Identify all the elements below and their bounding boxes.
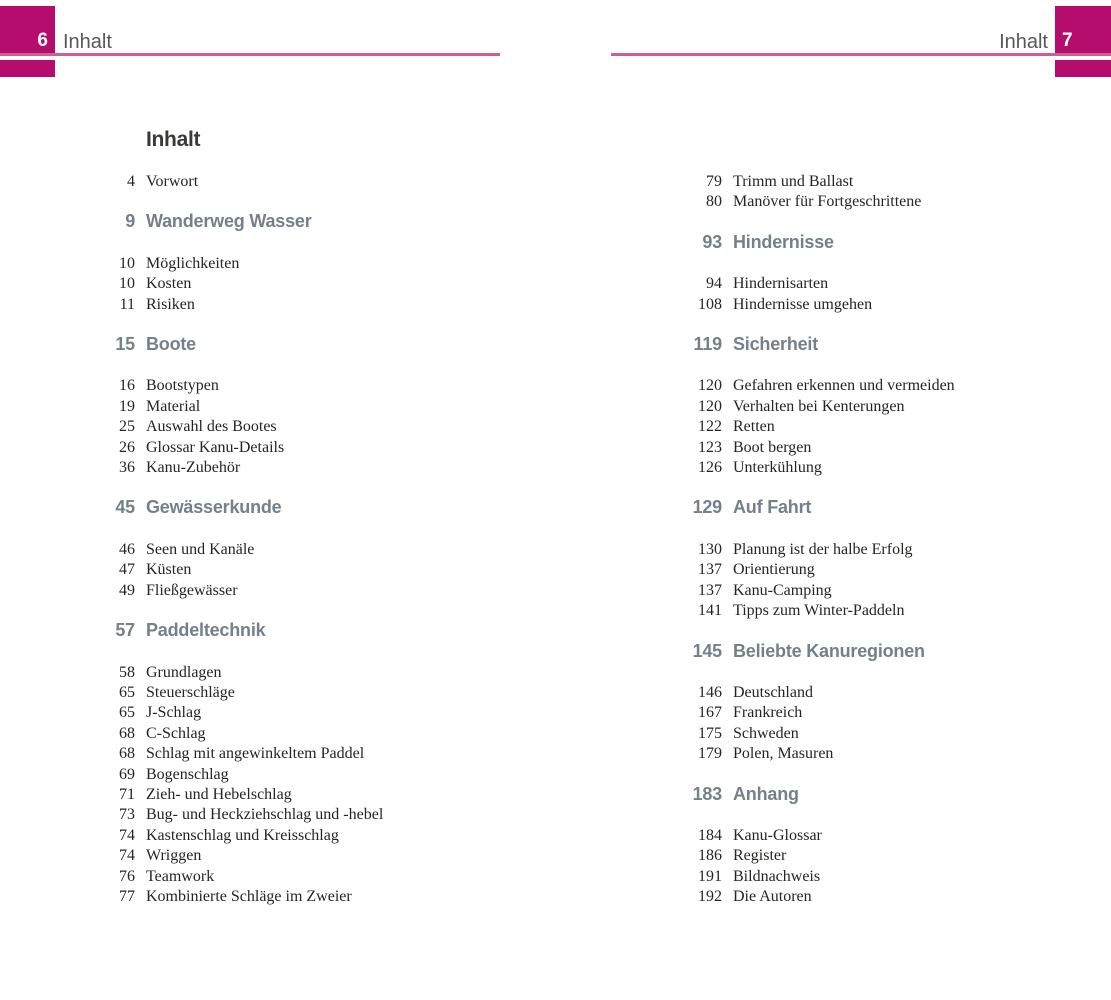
toc-entry-page-number: 68 bbox=[119, 724, 135, 742]
toc-entry-page-number: 123 bbox=[698, 438, 722, 456]
toc-entry bbox=[667, 581, 1097, 601]
toc-entry bbox=[90, 397, 520, 417]
toc-entry-label: Schweden bbox=[733, 724, 799, 742]
toc-entry-page-number: 65 bbox=[119, 704, 135, 722]
toc-entry bbox=[90, 683, 520, 703]
toc-section-heading bbox=[90, 211, 520, 231]
toc-entry-label: Kosten bbox=[146, 275, 192, 293]
toc-entry-page-number: 69 bbox=[119, 765, 135, 783]
toc-entry-label: Gefahren erkennen und vermeiden bbox=[733, 377, 955, 395]
toc-entry bbox=[90, 172, 520, 192]
toc-entry bbox=[667, 703, 1097, 723]
toc-entry bbox=[90, 376, 520, 396]
toc-entry bbox=[667, 397, 1097, 417]
toc-entry bbox=[667, 826, 1097, 846]
toc-entry-page-number: 184 bbox=[698, 826, 722, 844]
toc-entry bbox=[667, 438, 1097, 458]
toc-entry-label: Frankreich bbox=[733, 704, 803, 722]
toc-entry-page-number: 19 bbox=[119, 397, 135, 415]
toc-entry-page-number: 186 bbox=[698, 847, 722, 865]
toc-entry-label: Paddeltechnik bbox=[146, 620, 266, 641]
toc-entry bbox=[667, 376, 1097, 396]
toc-entry-page-number: 183 bbox=[692, 783, 722, 804]
toc-entry-page-number: 26 bbox=[119, 438, 135, 456]
toc-entry-page-number: 94 bbox=[706, 275, 722, 293]
toc-left-column bbox=[90, 172, 520, 907]
left-page-number bbox=[0, 6, 55, 53]
toc-entry-page-number: 45 bbox=[115, 497, 135, 518]
toc-entry-page-number: 49 bbox=[119, 581, 135, 599]
toc-entry bbox=[667, 172, 1097, 192]
toc-entry bbox=[667, 887, 1097, 907]
toc-entry bbox=[90, 703, 520, 723]
toc-entry bbox=[90, 724, 520, 744]
toc-entry-label: Gewässerkunde bbox=[146, 497, 282, 518]
toc-entry-label: Register bbox=[733, 847, 787, 865]
right-header-rule bbox=[611, 53, 1111, 56]
toc-entry-label: Polen, Masuren bbox=[733, 745, 834, 763]
toc-entry bbox=[667, 274, 1097, 294]
toc-entry-page-number: 126 bbox=[698, 459, 722, 477]
toc-entry-page-number: 129 bbox=[692, 497, 722, 518]
toc-entry-page-number: 179 bbox=[698, 745, 722, 763]
toc-entry-page-number: 191 bbox=[698, 867, 722, 885]
toc-section-heading bbox=[667, 334, 1097, 354]
right-page-number-text: 7 bbox=[1062, 30, 1073, 51]
toc-entry bbox=[667, 458, 1097, 478]
left-page-number-text: 6 bbox=[37, 30, 48, 51]
right-running-head: Inhalt bbox=[999, 31, 1048, 53]
toc-entry-label: Boot bergen bbox=[733, 438, 812, 456]
toc-entry-label: Vorwort bbox=[146, 173, 199, 190]
toc-section-heading bbox=[667, 232, 1097, 252]
toc-entry-label: Schlag mit angewinkeltem Paddel bbox=[146, 745, 365, 763]
toc-entry bbox=[90, 663, 520, 683]
toc-entry bbox=[90, 765, 520, 785]
toc-entry-label: Auswahl des Bootes bbox=[146, 418, 277, 436]
toc-entry-page-number: 68 bbox=[119, 745, 135, 763]
toc-entry bbox=[90, 785, 520, 805]
toc-entry-label: Sicherheit bbox=[733, 334, 819, 355]
toc-right-column bbox=[667, 172, 1097, 908]
toc-entry-label: Kombinierte Schläge im Zweier bbox=[146, 887, 352, 905]
toc-entry-page-number: 76 bbox=[119, 867, 135, 885]
toc-entry-label: Teamwork bbox=[146, 867, 215, 885]
right-page-corner-box-bottom bbox=[1055, 60, 1111, 77]
toc-entry-label: Anhang bbox=[733, 783, 799, 804]
toc-entry-label: J-Schlag bbox=[146, 704, 202, 722]
toc-entry-label: Bogenschlag bbox=[146, 765, 229, 783]
toc-entry-page-number: 79 bbox=[706, 173, 722, 190]
toc-entry bbox=[667, 846, 1097, 866]
toc-entry bbox=[667, 295, 1097, 315]
toc-entry bbox=[667, 724, 1097, 744]
left-page-corner-box-bottom bbox=[0, 60, 55, 77]
toc-entry-label: Orientierung bbox=[733, 561, 815, 579]
toc-entry bbox=[90, 254, 520, 274]
toc-entry-page-number: 146 bbox=[698, 683, 722, 701]
toc-entry-page-number: 137 bbox=[698, 561, 722, 579]
toc-entry-page-number: 175 bbox=[698, 724, 722, 742]
toc-section-heading bbox=[90, 334, 520, 354]
toc-entry-label: Deutschland bbox=[733, 683, 813, 701]
toc-entry-label: Bildnachweis bbox=[733, 867, 821, 885]
toc-entry-label: Risiken bbox=[146, 295, 195, 313]
toc-entry-label: Material bbox=[146, 397, 201, 415]
toc-entry bbox=[90, 438, 520, 458]
toc-entry-page-number: 74 bbox=[119, 847, 135, 865]
toc-entry-label: Trimm und Ballast bbox=[733, 173, 854, 190]
toc-section-heading bbox=[667, 497, 1097, 517]
toc-entry-label: Kastenschlag und Kreisschlag bbox=[146, 826, 339, 844]
toc-entry bbox=[90, 805, 520, 825]
toc-entry-page-number: 65 bbox=[119, 683, 135, 701]
toc-entry-page-number: 73 bbox=[119, 806, 135, 824]
toc-entry-label: Beliebte Kanuregionen bbox=[733, 640, 925, 661]
toc-entry-label: Zieh- und Hebelschlag bbox=[146, 785, 292, 803]
toc-entry-page-number: 10 bbox=[119, 275, 135, 293]
toc-entry-page-number: 57 bbox=[115, 620, 135, 641]
toc-entry-page-number: 108 bbox=[698, 295, 722, 313]
toc-entry bbox=[667, 540, 1097, 560]
toc-entry-page-number: 25 bbox=[119, 418, 135, 436]
toc-entry bbox=[90, 295, 520, 315]
toc-entry-page-number: 10 bbox=[119, 254, 135, 272]
toc-entry bbox=[667, 744, 1097, 764]
toc-entry-page-number: 145 bbox=[692, 640, 722, 661]
toc-entry-page-number: 58 bbox=[119, 663, 135, 681]
toc-entry bbox=[90, 887, 520, 907]
toc-entry-page-number: 9 bbox=[125, 211, 135, 232]
toc-section-heading bbox=[667, 641, 1097, 661]
toc-entry-label: Kanu-Zubehör bbox=[146, 459, 241, 477]
toc-entry-label: C-Schlag bbox=[146, 724, 206, 742]
toc-entry bbox=[90, 458, 520, 478]
toc-entry-label: Boote bbox=[146, 334, 196, 355]
toc-entry-label: Steuerschläge bbox=[146, 683, 235, 701]
toc-section-heading bbox=[90, 497, 520, 517]
toc-entry-label: Kanu-Camping bbox=[733, 581, 832, 599]
toc-entry bbox=[667, 867, 1097, 887]
toc-entry-page-number: 120 bbox=[698, 377, 722, 395]
toc-entry-page-number: 141 bbox=[698, 602, 722, 620]
toc-entry-label: Planung ist der halbe Erfolg bbox=[733, 540, 913, 558]
left-running-head: Inhalt bbox=[63, 31, 112, 53]
toc-entry bbox=[90, 826, 520, 846]
toc-entry bbox=[667, 192, 1097, 212]
toc-entry-label: Grundlagen bbox=[146, 663, 222, 681]
toc-entry bbox=[667, 560, 1097, 580]
toc-entry bbox=[667, 601, 1097, 621]
toc-entry-label: Kanu-Glossar bbox=[733, 826, 822, 844]
toc-entry bbox=[667, 417, 1097, 437]
toc-entry-page-number: 4 bbox=[127, 173, 135, 190]
toc-entry-page-number: 77 bbox=[119, 887, 135, 905]
toc-entry-label: Retten bbox=[733, 418, 775, 436]
toc-entry-label: Glossar Kanu-Details bbox=[146, 438, 285, 456]
toc-entry-page-number: 119 bbox=[693, 334, 722, 355]
toc-entry-label: Unterkühlung bbox=[733, 459, 822, 477]
toc-entry-page-number: 46 bbox=[119, 540, 135, 558]
toc-entry-label: Seen und Kanäle bbox=[146, 540, 255, 558]
toc-entry-page-number: 192 bbox=[698, 888, 722, 906]
toc-entry-page-number: 16 bbox=[119, 377, 135, 395]
toc-entry-label: Auf Fahrt bbox=[733, 497, 812, 518]
toc-entry-label: Küsten bbox=[146, 561, 192, 579]
toc-entry bbox=[90, 581, 520, 601]
toc-entry-label: Wriggen bbox=[146, 847, 202, 865]
toc-entry-label: Fließgewässer bbox=[146, 581, 238, 599]
right-page-number bbox=[1055, 6, 1111, 53]
toc-entry bbox=[667, 683, 1097, 703]
toc-entry-page-number: 137 bbox=[698, 581, 722, 599]
toc-entry-label: Bootstypen bbox=[146, 377, 219, 395]
toc-entry-label: Möglichkeiten bbox=[146, 254, 240, 272]
toc-entry-page-number: 36 bbox=[119, 459, 135, 477]
toc-entry-label: Verhalten bei Kenterungen bbox=[733, 397, 905, 415]
toc-entry bbox=[90, 846, 520, 866]
toc-section-heading bbox=[667, 784, 1097, 804]
toc-entry-label: Hindernisse bbox=[733, 231, 834, 252]
toc-section-heading bbox=[90, 620, 520, 640]
toc-entry bbox=[90, 540, 520, 560]
toc-entry bbox=[90, 560, 520, 580]
toc-entry bbox=[90, 744, 520, 764]
toc-entry bbox=[90, 867, 520, 887]
toc-entry-page-number: 130 bbox=[698, 540, 722, 558]
toc-entry-page-number: 93 bbox=[702, 231, 722, 252]
toc-entry-label: Wanderweg Wasser bbox=[146, 211, 312, 232]
toc-entry-page-number: 15 bbox=[115, 334, 135, 355]
toc-entry-label: Hindernisse umgehen bbox=[733, 295, 873, 313]
toc-entry bbox=[90, 274, 520, 294]
toc-entry-page-number: 122 bbox=[698, 418, 722, 436]
toc-entry-label: Hindernisarten bbox=[733, 275, 829, 293]
toc-entry-page-number: 167 bbox=[698, 704, 722, 722]
toc-entry-page-number: 120 bbox=[698, 397, 722, 415]
toc-title: Inhalt bbox=[146, 128, 201, 151]
left-header-rule bbox=[0, 53, 500, 56]
toc-entry-page-number: 11 bbox=[119, 295, 135, 313]
toc-entry-label: Tipps zum Winter-Paddeln bbox=[733, 602, 905, 620]
toc-entry bbox=[90, 417, 520, 437]
toc-entry-label: Die Autoren bbox=[733, 888, 812, 906]
toc-entry-page-number: 71 bbox=[119, 785, 135, 803]
toc-entry-label: Manöver für Fortgeschrittene bbox=[733, 193, 922, 211]
toc-entry-page-number: 74 bbox=[119, 826, 135, 844]
toc-entry-page-number: 47 bbox=[119, 561, 135, 579]
toc-entry-label: Bug- und Heckziehschlag und -hebel bbox=[146, 806, 384, 824]
toc-entry-page-number: 80 bbox=[706, 193, 722, 211]
